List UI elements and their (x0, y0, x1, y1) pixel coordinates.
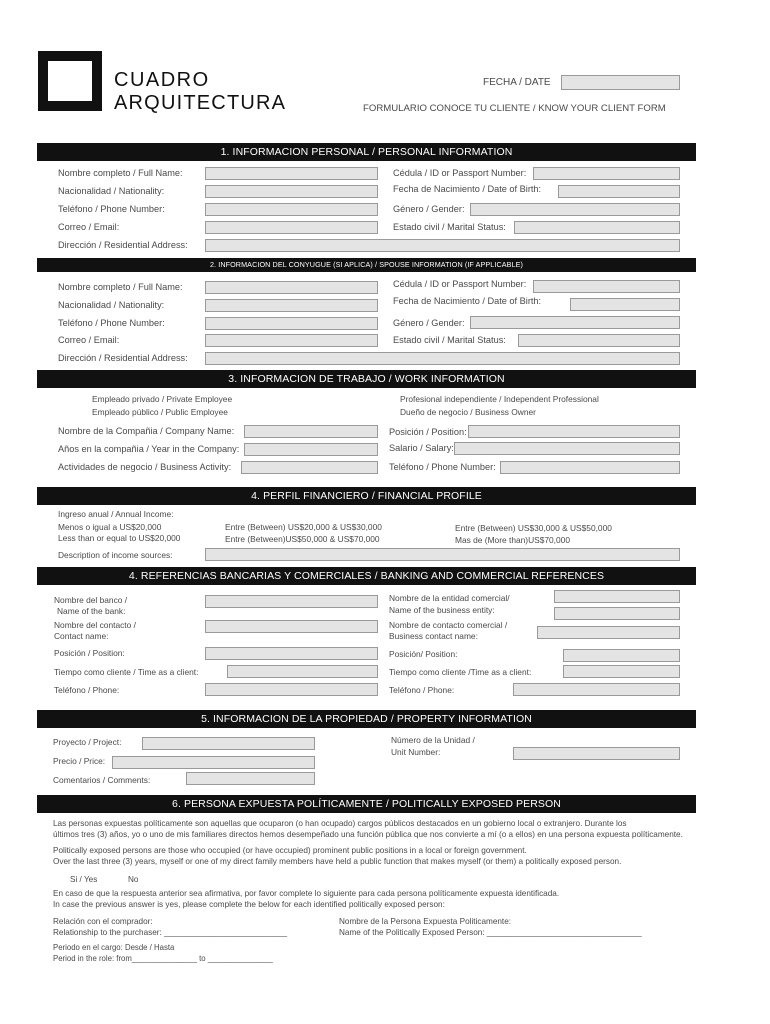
pep-definition-es-2: últimos tres (3) años, yo o uno de mis familiares directos hemos desempeñado una función pública que nos convierte a mí (o a ellos) en una persona expuesta políticamente. (53, 830, 683, 839)
spouse-dob-field[interactable] (570, 298, 680, 311)
logo-text-arquitectura: ARQUITECTURA (114, 92, 287, 114)
spouse-nationality-field[interactable] (205, 299, 378, 312)
section-3-header: 3. INFORMACION DE TRABAJO / WORK INFORMATION (37, 370, 696, 388)
pep-definition-en-1: Politically exposed persons are those who occupied (or have occupied) prominent public positions in a local or foreign government. (53, 846, 527, 855)
ref-position-label: Posición / Position: (54, 648, 125, 658)
income-option-4[interactable]: Entre (Between)US$50,000 & US$70,000 (225, 534, 380, 544)
bank-name-label-es: Nombre del banco / (54, 595, 128, 605)
section-1-header: 1. INFORMACION PERSONAL / PERSONAL INFORMATION (37, 143, 696, 161)
project-field[interactable] (142, 737, 315, 750)
spouse-full-name-field[interactable] (205, 281, 378, 294)
spouse-marital-field[interactable] (518, 334, 680, 347)
form-title: FORMULARIO CONOCE TU CLIENTE / KNOW YOUR CLIENT FORM (363, 103, 666, 114)
pep-name-line[interactable]: Name of the Politically Exposed Person: __________________________________ (339, 928, 642, 937)
dob-field[interactable] (558, 185, 680, 198)
years-company-field[interactable] (244, 443, 378, 456)
section-5-header: 4. REFERENCIAS BANCARIAS Y COMERCIALES / BANKING AND COMMERCIAL REFERENCES (37, 567, 696, 585)
unit-number-field[interactable] (513, 747, 680, 760)
spouse-marital-label: Estado civil / Marital Status: (393, 335, 506, 345)
pep-instructions-es: En caso de que la respuesta anterior sea afirmativa, por favor complete lo siguiente para cada persona políticamente expuesta identificada. (53, 889, 560, 898)
marital-label: Estado civil / Marital Status: (393, 222, 506, 232)
nationality-field[interactable] (205, 185, 378, 198)
spouse-phone-label: Teléfono / Phone Number: (58, 318, 165, 328)
business-contact-field[interactable] (537, 626, 680, 639)
email-field[interactable] (205, 221, 378, 234)
business-activity-label: Actividades de negocio / Business Activity: (58, 462, 232, 472)
bank-name-label-en: Name of the bank: (57, 606, 126, 616)
logo-text-cuadro: CUADRO (114, 69, 210, 91)
ref-time2-label: Tiempo como cliente /Time as a client: (389, 667, 532, 677)
logo-mark (38, 51, 102, 111)
option-independent-professional[interactable]: Profesional independiente / Independent Professional (400, 394, 599, 404)
spouse-email-label: Correo / Email: (58, 335, 120, 345)
income-option-3[interactable]: Entre (Between) US$30,000 & US$50,000 (455, 523, 612, 533)
years-company-label: Años en la compañia / Year in the Company: (58, 444, 240, 454)
business-entity-field-2[interactable] (554, 607, 680, 620)
ref-time-label: Tiempo como cliente / Time as a client: (54, 667, 199, 677)
work-position-field[interactable] (468, 425, 680, 438)
income-option-1-es[interactable]: Menos o igual a US$20,000 (58, 522, 162, 532)
work-position-label: Posición / Position: (389, 427, 467, 437)
business-activity-field[interactable] (241, 461, 378, 474)
unit-number-label-en: Unit Number: (391, 747, 441, 757)
id-label: Cédula / ID or Passport Number: (393, 168, 527, 178)
income-option-5[interactable]: Mas de (More than)US$70,000 (455, 535, 570, 545)
pep-instructions-en: In case the previous answer is yes, please complete the below for each identified politically exposed person: (53, 900, 445, 909)
ref-position2-field[interactable] (563, 649, 680, 662)
income-sources-label: Description of income sources: (58, 550, 173, 560)
contact-name-label-es: Nombre del contacto / (54, 620, 136, 630)
comments-label: Comentarios / Comments: (53, 775, 151, 785)
company-name-label: Nombre de la Compañia / Company Name: (58, 426, 235, 436)
spouse-gender-label: Género / Gender: (393, 318, 465, 328)
contact-name-label-en: Contact name: (54, 631, 109, 641)
ref-position2-label: Posición/ Position: (389, 649, 458, 659)
income-option-2[interactable]: Entre (Between) US$20,000 & US$30,000 (225, 522, 382, 532)
ref-position-field[interactable] (205, 647, 378, 660)
pep-name-label-es: Nombre de la Persona Expuesta Politicamente: (339, 917, 512, 926)
spouse-nationality-label: Nacionalidad / Nationality: (58, 300, 165, 310)
spouse-gender-field[interactable] (470, 316, 680, 329)
option-private-employee[interactable]: Empleado privado / Private Employee (92, 394, 233, 404)
income-option-1-en[interactable]: Less than or equal to US$20,000 (58, 533, 181, 543)
business-entity-label-es: Nombre de la entidad comercial/ (389, 593, 510, 603)
business-contact-label-en: Business contact name: (389, 631, 478, 641)
spouse-email-field[interactable] (205, 334, 378, 347)
period-line[interactable]: Period in the role: from_______________ to _______________ (53, 954, 273, 963)
price-label: Precio / Price: (53, 756, 106, 766)
phone-field[interactable] (205, 203, 378, 216)
spouse-id-field[interactable] (533, 280, 680, 293)
section-2-header: 2. INFORMACION DEL CONYUGUE (SI APLICA) / SPOUSE INFORMATION (IF APPLICABLE) (37, 258, 696, 272)
ref-time2-field[interactable] (563, 665, 680, 678)
work-phone-label: Teléfono / Phone Number: (389, 462, 496, 472)
annual-income-label: Ingreso anual / Annual Income: (58, 509, 174, 519)
bank-name-field[interactable] (205, 595, 378, 608)
price-field[interactable] (112, 756, 315, 769)
salary-field[interactable] (454, 442, 680, 455)
marital-field[interactable] (514, 221, 680, 234)
spouse-dob-label: Fecha de Nacimiento / Date of Birth: (393, 296, 542, 306)
relationship-line[interactable]: Relationship to the purchaser: ___________________________ (53, 928, 287, 937)
nationality-label: Nacionalidad / Nationality: (58, 186, 165, 196)
contact-name-field[interactable] (205, 620, 378, 633)
salary-label: Salario / Salary: (389, 443, 454, 453)
full-name-field[interactable] (205, 167, 378, 180)
business-contact-label-es: Nombre de contacto comercial / (389, 620, 508, 630)
option-public-employee[interactable]: Empleado público / Public Employee (92, 407, 228, 417)
comments-field[interactable] (186, 772, 315, 785)
ref-phone-label: Teléfono / Phone: (54, 685, 120, 695)
ref-phone2-field[interactable] (513, 683, 680, 696)
relationship-label-es: Relación con el comprador: (53, 917, 153, 926)
section-7-header: 6. PERSONA EXPUESTA POLÍTICAMENTE / POLITICALLY EXPOSED PERSON (37, 795, 696, 813)
spouse-phone-field[interactable] (205, 317, 378, 330)
company-name-field[interactable] (244, 425, 378, 438)
option-business-owner[interactable]: Dueño de negocio / Business Owner (400, 407, 536, 417)
gender-label: Género / Gender: (393, 204, 465, 214)
spouse-full-name-label: Nombre completo / Full Name: (58, 282, 183, 292)
section-6-header: 5. INFORMACION DE LA PROPIEDAD / PROPERTY INFORMATION (37, 710, 696, 728)
ref-phone-field[interactable] (205, 683, 378, 696)
income-sources-field[interactable] (205, 548, 680, 561)
pep-yes-option[interactable]: Si / Yes (70, 875, 98, 884)
id-field[interactable] (533, 167, 680, 180)
date-field[interactable] (561, 75, 680, 90)
full-name-label: Nombre completo / Full Name: (58, 168, 183, 178)
address-field[interactable] (205, 239, 680, 252)
gender-field[interactable] (470, 203, 680, 216)
pep-definition-es-1: Las personas expuestas políticamente son aquellas que ocuparon (o han ocupado) cargos públicos destacados en un gobierno local o extranjero. Durante los (53, 819, 627, 828)
unit-number-label-es: Número de la Unidad / (391, 735, 475, 745)
pep-no-option[interactable]: No (128, 875, 139, 884)
spouse-address-label: Dirección / Residential Address: (58, 353, 188, 363)
ref-phone2-label: Teléfono / Phone: (389, 685, 455, 695)
spouse-id-label: Cédula / ID or Passport Number: (393, 279, 527, 289)
business-entity-label-en: Name of the business entity: (389, 605, 495, 615)
section-4-header: 4. PERFIL FINANCIERO / FINANCIAL PROFILE (37, 487, 696, 505)
ref-time-field[interactable] (227, 665, 378, 678)
business-entity-field-1[interactable] (554, 590, 680, 603)
email-label: Correo / Email: (58, 222, 120, 232)
pep-definition-en-2: Over the last three (3) years, myself or one of my direct family members have held a public function that makes myself (or them) a politically exposed person. (53, 857, 622, 866)
address-label: Dirección / Residential Address: (58, 240, 188, 250)
phone-label: Teléfono / Phone Number: (58, 204, 165, 214)
work-phone-field[interactable] (500, 461, 680, 474)
date-label: FECHA / DATE (483, 77, 551, 88)
dob-label: Fecha de Nacimiento / Date of Birth: (393, 184, 542, 194)
period-label-es: Periodo en el cargo: Desde / Hasta (53, 943, 175, 952)
project-label: Proyecto / Project: (53, 737, 122, 747)
spouse-address-field[interactable] (205, 352, 680, 365)
